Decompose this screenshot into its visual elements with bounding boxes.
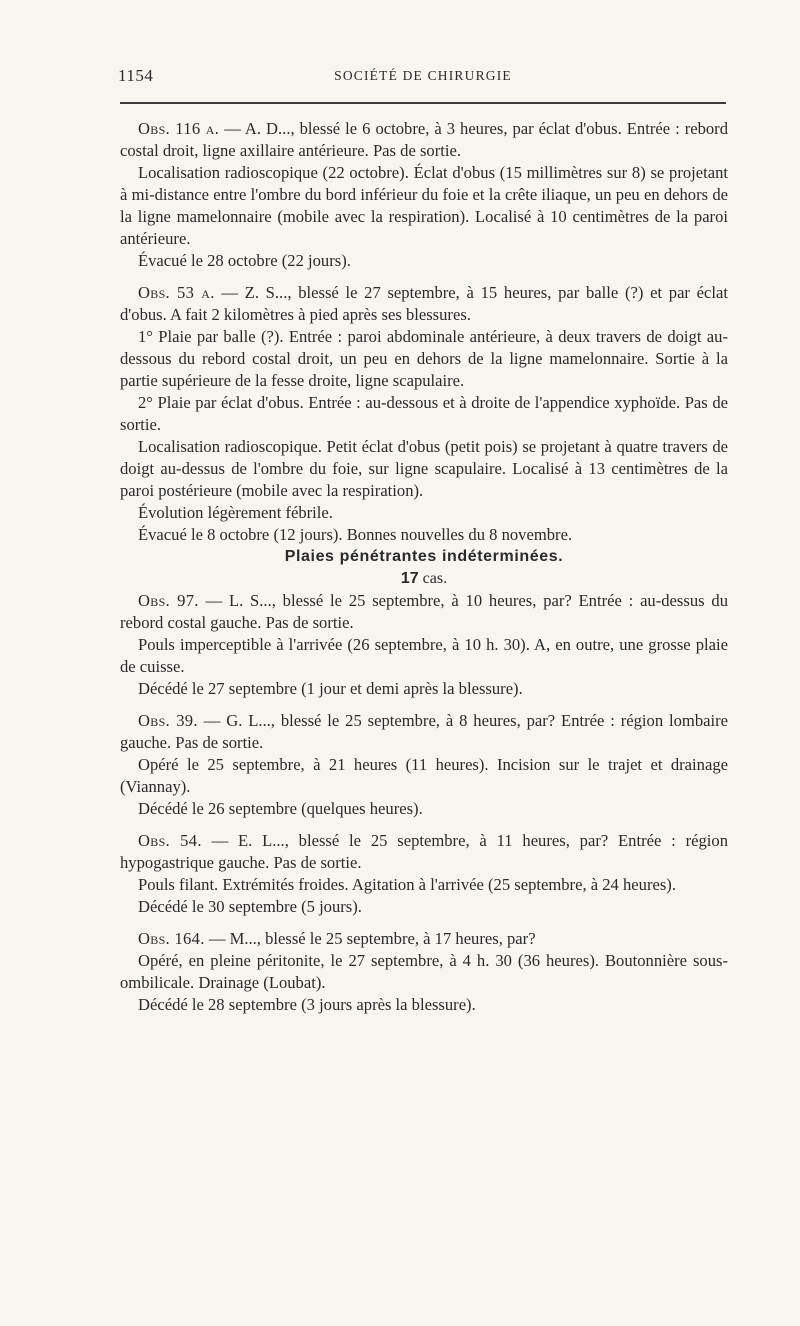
obs-label: Obs. 54. (138, 831, 202, 850)
section-count (120, 568, 728, 590)
running-header (118, 66, 728, 90)
obs-39-outcome: Décédé le 26 septembre (quelques heures). (138, 799, 423, 818)
obs-116a-localisation: Localisation radioscopique (22 octobre). Éclat d'obus (15 millimètres sur 8) se projetant à mi-distance entre l'ombre du bord inférieur du foie et la crête iliaque, un peu en dehors de la ligne mamelonnaire (mobile avec la respiration). Localisé à 10 centimètres de la paroi antérieure. (120, 163, 728, 248)
obs-53a-evolution: Évolution légèrement fébrile. (138, 503, 333, 522)
header-rule (120, 102, 726, 104)
obs-116a-intro: Obs. 116 a. — A. D..., blessé le 6 octobre, à 3 heures, par éclat d'obus. Entrée : rebord costal droit, ligne axillaire antérieure. Pas de sortie. (120, 119, 728, 160)
obs-54-outcome: Décédé le 30 septembre (5 jours). (138, 897, 362, 916)
obs-53a-wound-1: 1° Plaie par balle (?). Entrée : paroi abdominale antérieure, à deux travers de doigt au-dessous du rebord costal droit, un peu en dehors de la ligne mamelonnaire. Sortie à la partie supérieure de la fesse droite, ligne scapulaire. (120, 327, 728, 390)
obs-97-outcome: Décédé le 27 septembre (1 jour et demi après la blessure). (138, 679, 523, 698)
obs-label: Obs. 53 a. (138, 283, 215, 302)
obs-label: Obs. 164. (138, 929, 205, 948)
obs-116a-outcome: Évacué le 28 octobre (22 jours). (138, 251, 351, 270)
page-number: 1154 (118, 66, 154, 85)
body-text (120, 118, 728, 1016)
obs-97-pulse: Pouls imperceptible à l'arrivée (26 septembre, à 10 h. 30). A, en outre, une grosse plaie de cuisse. (120, 635, 728, 676)
obs-53a-intro: Obs. 53 a. — Z. S..., blessé le 27 septembre, à 15 heures, par balle (?) et par éclat d'obus. A fait 2 kilomètres à pied après ses blessures. (120, 283, 728, 324)
obs-53a-wound-2: 2° Plaie par éclat d'obus. Entrée : au-dessous et à droite de l'appendice xyphoïde. Pas de sortie. (120, 393, 728, 434)
obs-label: Obs. 97. (138, 591, 199, 610)
section-title: Plaies pénétrantes indéterminées. (284, 548, 564, 565)
section-count-word: cas. (418, 570, 448, 587)
obs-54-intro: Obs. 54. — E. L..., blessé le 25 septembre, à 11 heures, par? Entrée : région hypogastrique gauche. Pas de sortie. (120, 831, 728, 872)
obs-39-intro: Obs. 39. — G. L..., blessé le 25 septembre, à 8 heures, par? Entrée : région lombaire gauche. Pas de sortie. (120, 711, 728, 752)
obs-53a-localisation: Localisation radioscopique. Petit éclat d'obus (petit pois) se projetant à quatre travers de doigt au-dessus de l'ombre du foie, sur ligne scapulaire. Localisé à 13 centimètres de la paroi postérieure (mobile avec la respiration). (120, 437, 728, 500)
obs-54-pulse: Pouls filant. Extrémités froides. Agitation à l'arrivée (25 septembre, à 24 heures). (138, 875, 676, 894)
obs-164-intro: Obs. 164. — M..., blessé le 25 septembre, à 17 heures, par? (138, 929, 536, 948)
section-count-number: 17 (400, 570, 419, 587)
obs-97-intro: Obs. 97. — L. S..., blessé le 25 septembre, à 10 heures, par? Entrée : au-dessus du rebord costal gauche. Pas de sortie. (120, 591, 728, 632)
obs-164-operation: Opéré, en pleine péritonite, le 27 septembre, à 4 h. 30 (36 heures). Boutonnière sous-ombilicale. Drainage (Loubat). (120, 951, 728, 992)
obs-label: Obs. 39. (138, 711, 198, 730)
obs-39-operation: Opéré le 25 septembre, à 21 heures (11 heures). Incision sur le trajet et drainage (Viannay). (120, 755, 728, 796)
obs-label: Obs. 116 a. (138, 119, 220, 138)
running-title: SOCIÉTÉ DE CHIRURGIE (334, 68, 512, 83)
obs-164-outcome: Décédé le 28 septembre (3 jours après la blessure). (138, 995, 476, 1014)
obs-53a-outcome: Évacué le 8 octobre (12 jours). Bonnes nouvelles du 8 novembre. (138, 525, 573, 544)
